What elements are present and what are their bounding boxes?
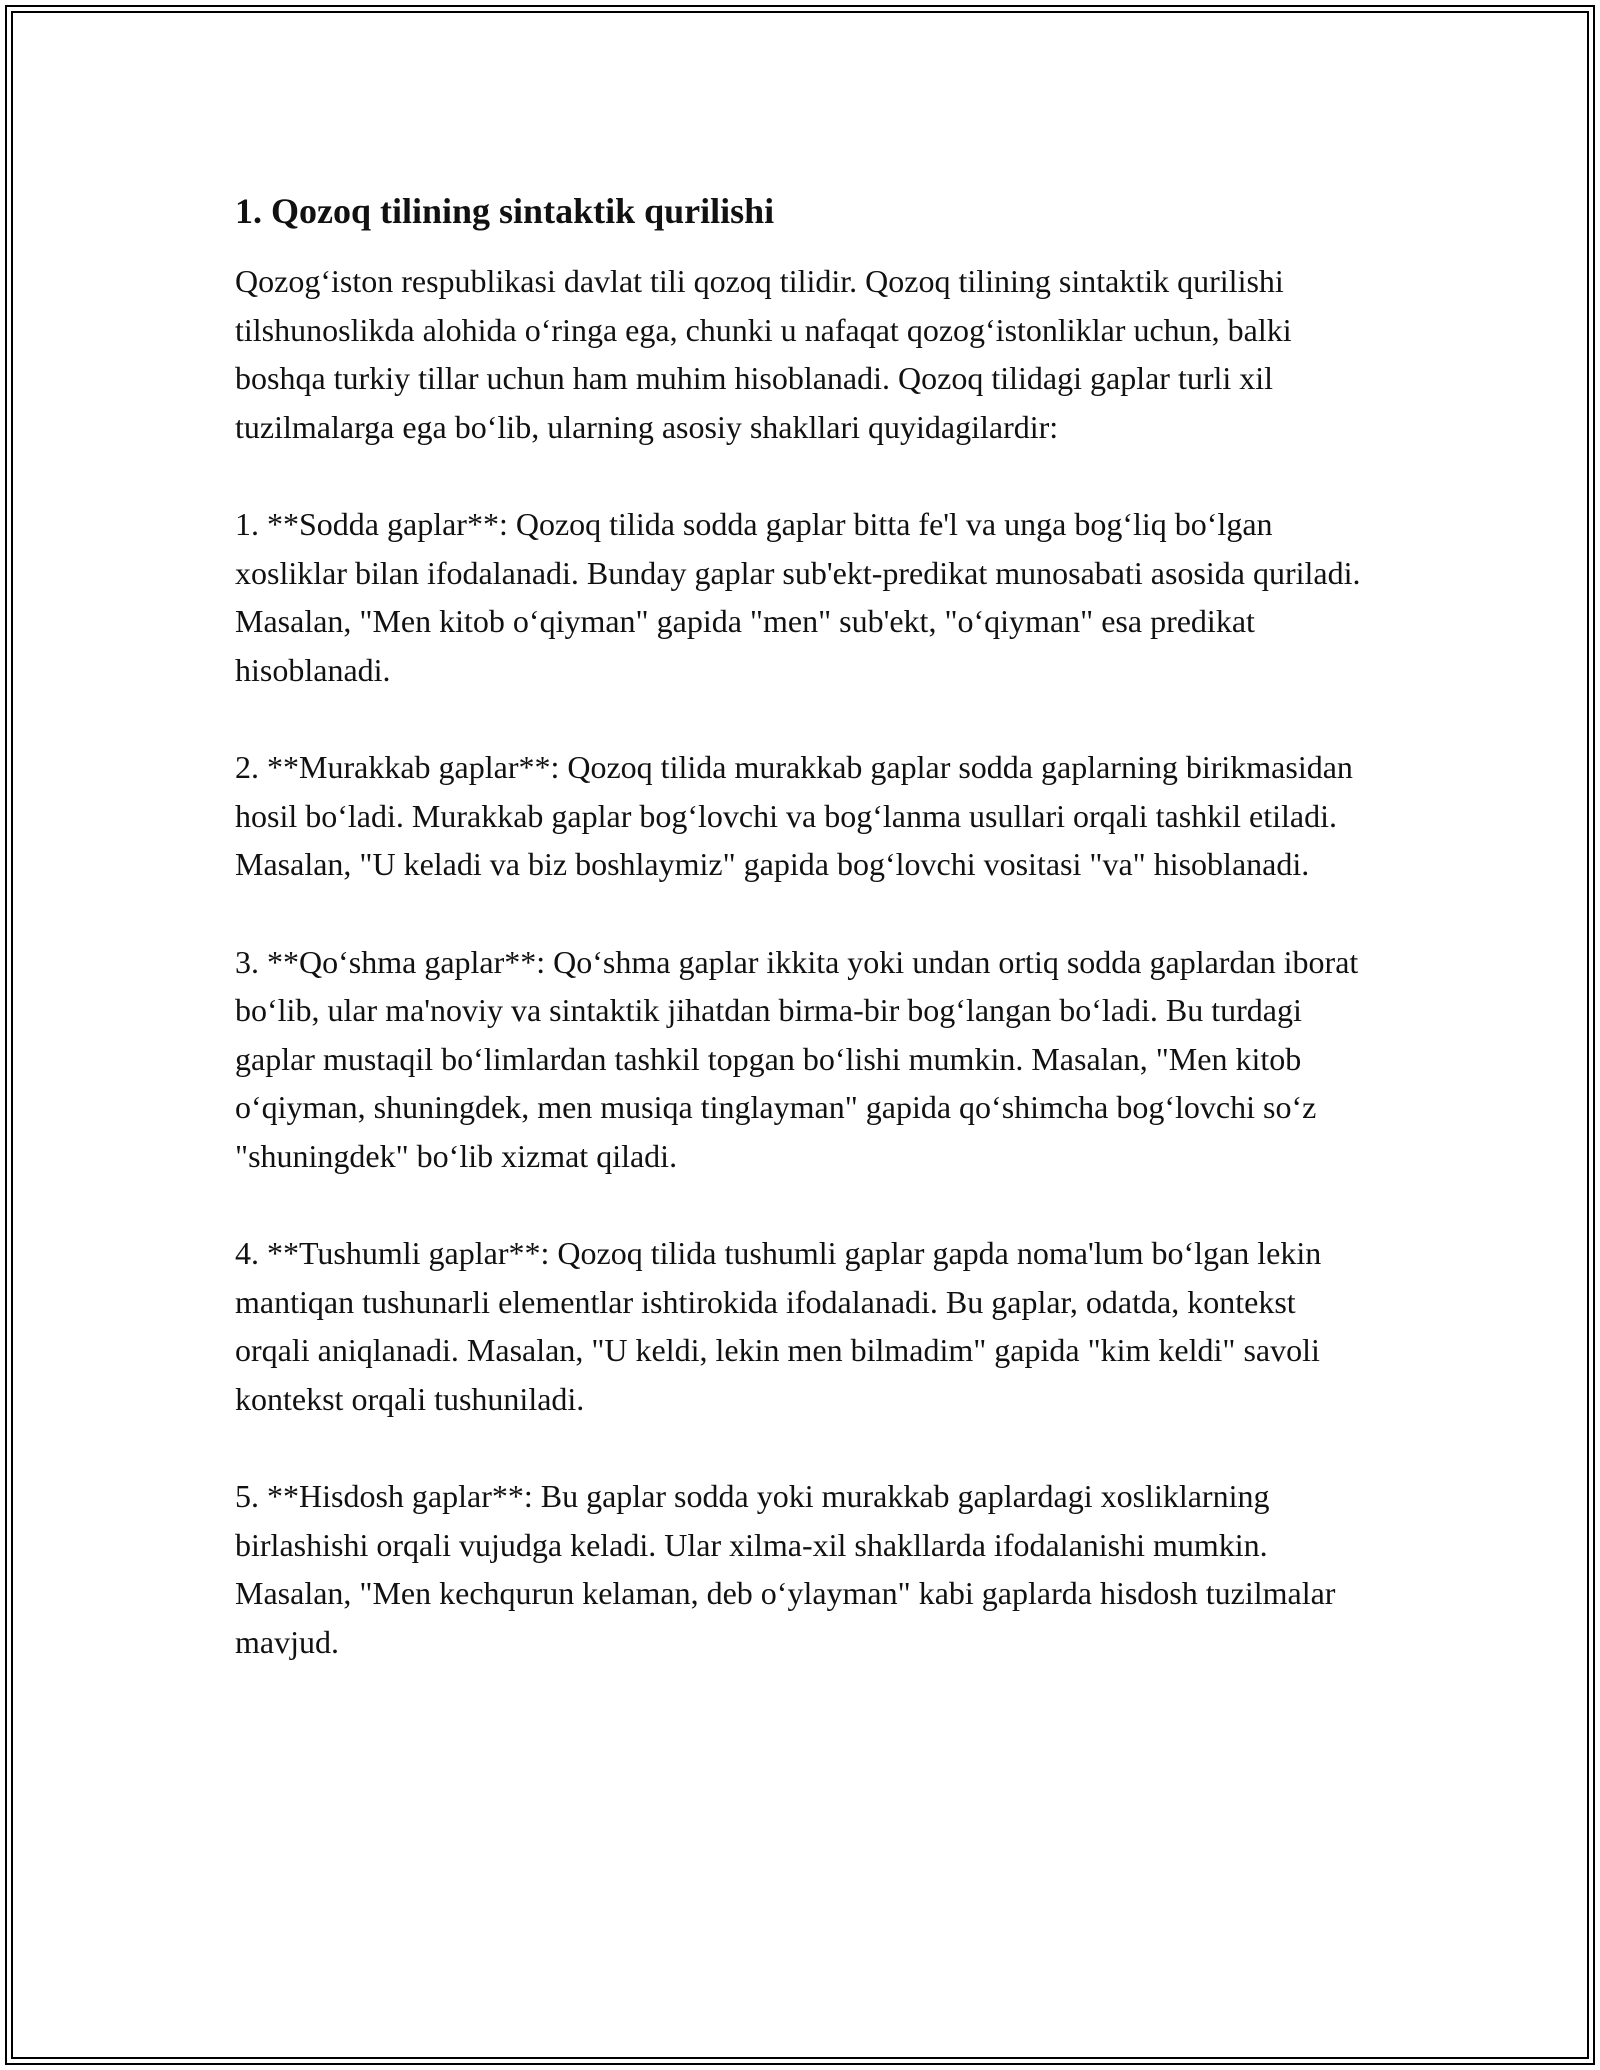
paragraph-qoshma-gaplar: 3. **Qo‘shma gaplar**: Qo‘shma gaplar ikkita yoki undan ortiq sodda gaplardan iborat bo‘lib, ular ma'noviy va sintaktik jihatdan birma-bir bog‘langan bo‘ladi. Bu turdagi gaplar mustaqil bo‘limlardan tashkil topgan bo‘lishi mumkin. Masalan, "Men kitob o‘qiyman, shuningdek, men musiqa tinglayman" gapida qo‘shimcha bog‘lovchi so‘z "shuningdek" bo‘lib xizmat qiladi. <box>235 943 1359 1174</box>
document-body <box>235 187 1365 1715</box>
paragraph-murakkab-gaplar: 2. **Murakkab gaplar**: Qozoq tilida murakkab gaplar sodda gaplarning birikmasidan hosil bo‘ladi. Murakkab gaplar bog‘lovchi va bog‘lanma usullari orqali tashkil etiladi. Masalan, "U keladi va biz boshlaymiz" gapida bog‘lovchi vositasi "va" hisoblanadi. <box>235 749 1353 882</box>
paragraph-sodda-gaplar: 1. **Sodda gaplar**: Qozoq tilida sodda gaplar bitta fe'l va unga bog‘liq bo‘lgan xosliklar bilan ifodalanadi. Bunday gaplar sub'ekt-predikat munosabati asosida quriladi. Masalan, "Men kitob o‘qiyman" gapida "men" sub'ekt, "o‘qiyman" esa predikat hisoblanadi. <box>235 506 1361 688</box>
intro-paragraph: Qozog‘iston respublikasi davlat tili qozoq tilidir. Qozoq tilining sintaktik qurilishi tilshunoslikda alohida o‘ringa ega, chunki u nafaqat qozog‘istonliklar uchun, balki boshqa turkiy tillar uchun ham muhim hisoblanadi. Qozoq tilidagi gaplar turli xil tuzilmalarga ega bo‘lib, ularning asosiy shakllari quyidagilardir: <box>235 263 1292 445</box>
paragraph-tushumli-gaplar: 4. **Tushumli gaplar**: Qozoq tilida tushumli gaplar gapda noma'lum bo‘lgan lekin mantiqan tushunarli elementlar ishtirokida ifodalanadi. Bu gaplar, odatda, kontekst orqali aniqlanadi. Masalan, "U keldi, lekin men bilmadim" gapida "kim keldi" savoli kontekst orqali tushuniladi. <box>235 1235 1322 1417</box>
page-title: 1. Qozoq tilining sintaktik qurilishi <box>235 191 775 231</box>
paragraph-hisdosh-gaplar: 5. **Hisdosh gaplar**: Bu gaplar sodda yoki murakkab gaplardagi xosliklarning birlashishi orqali vujudga keladi. Ular xilma-xil shakllarda ifodalanishi mumkin. Masalan, "Men kechqurun kelaman, deb o‘ylayman" kabi gaplarda hisdosh tuzilmalar mavjud. <box>235 1478 1336 1660</box>
